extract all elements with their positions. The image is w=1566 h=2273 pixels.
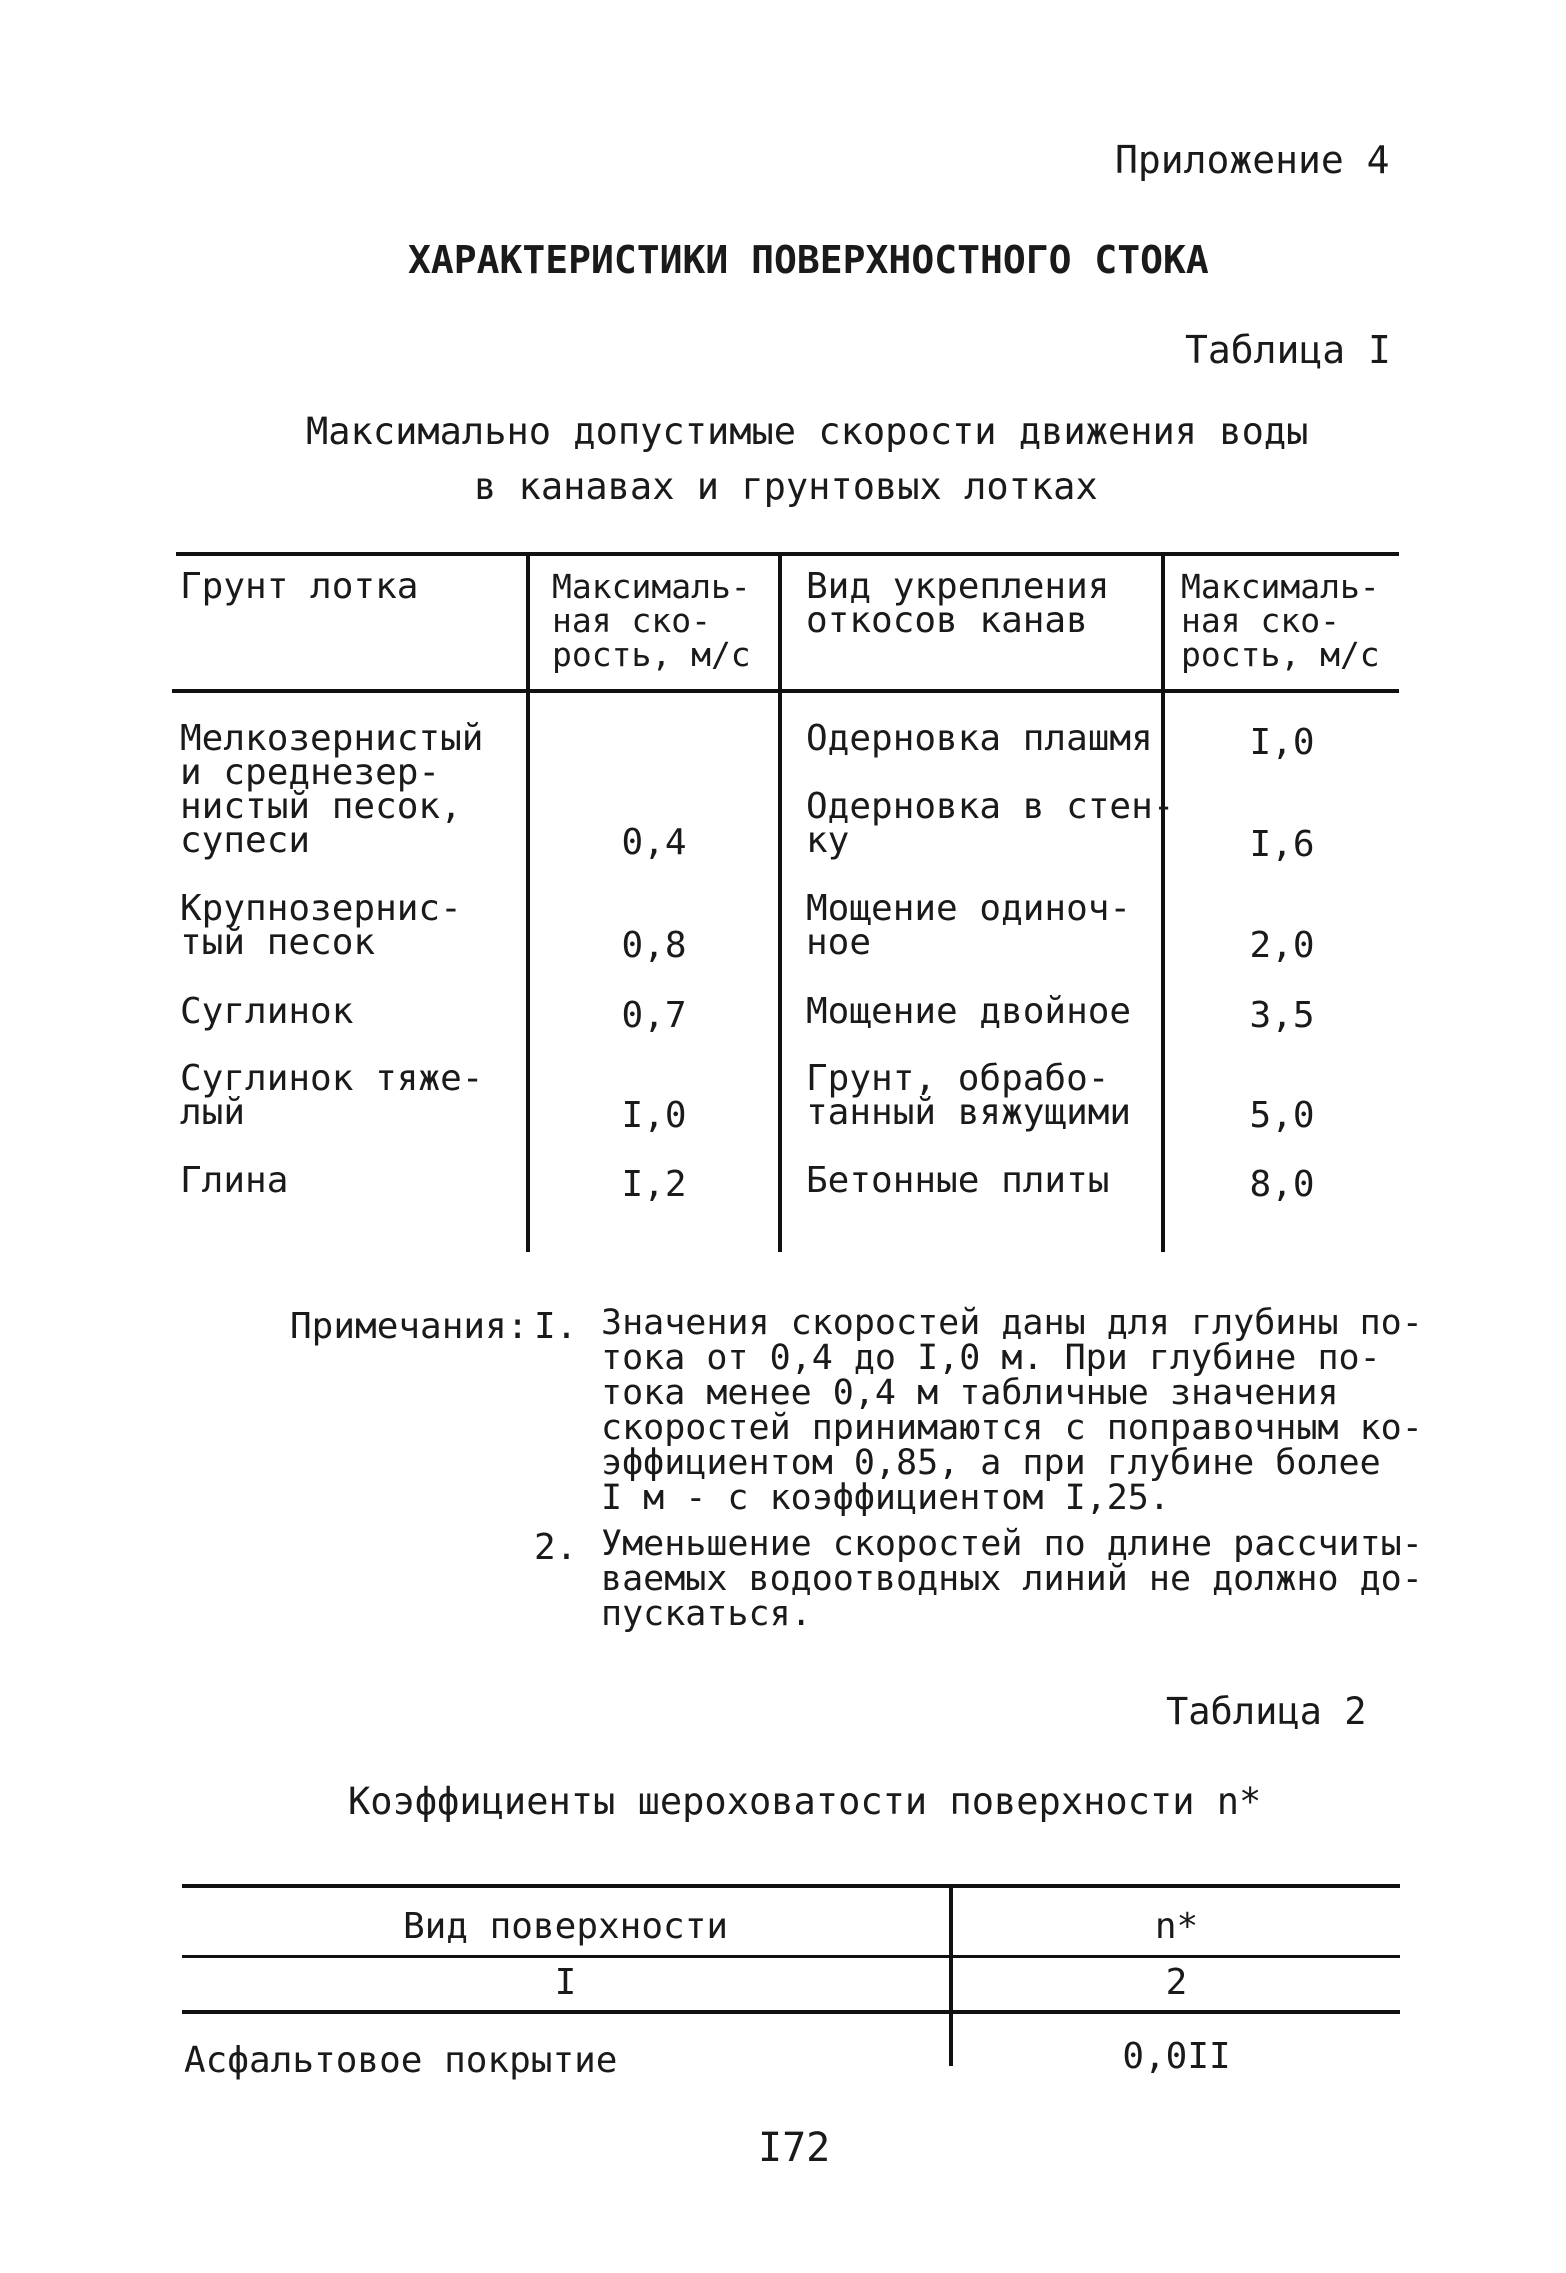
reinforcement-name: Грунт, обрабо- танный вяжущими [806,1058,1132,1133]
soil-speed: 0,4 [621,822,687,863]
table2-header-coefficient: n* [1154,1906,1199,1947]
soil-name: Суглинок тяже- лый [180,1058,484,1133]
reinforcement-name: Мощение двойное [806,991,1132,1032]
table1-header-reinforcement: Вид укрепления откосов канав [806,566,1110,641]
reinforcement-name: Одерновка плашмя [806,718,1153,759]
soil-name: Глина [180,1160,289,1201]
table2-label: Таблица 2 [1166,1690,1367,1733]
table2-caption: Коэффициенты шероховатости поверхности n* [348,1780,1262,1823]
table1-caption-line1: Максимально допустимые скорости движения воды [306,410,1309,453]
table1-col-divider-1 [526,556,530,1252]
table1-header-speed-reinforcement: Максималь- ная ско- рость, м/с [1181,567,1380,674]
table2-top-rule [182,1884,1400,1888]
table2-col-number: 2 [1165,1962,1188,2003]
reinforcement-name: Мощение одиноч- ное [806,888,1132,963]
reinforcement-speed: 8,0 [1249,1164,1315,1205]
table2-header-rule [182,1955,1400,1958]
page-title: ХАРАКТЕРИСТИКИ ПОВЕРХНОСТНОГО СТОКА [408,238,1209,282]
table1-header-rule [172,689,1399,693]
note-text: Уменьшение скоростей по длине рассчиты- ваемых водоотводных линий не должно до- пускаться. [601,1524,1423,1634]
page-number: I72 [758,2125,831,2171]
soil-speed: I,0 [621,1095,687,1136]
table1-label: Таблица I [1185,328,1391,372]
soil-speed: 0,7 [621,995,687,1036]
table2-header-surface: Вид поверхности [402,1906,729,1947]
reinforcement-speed: I,6 [1249,824,1315,865]
table2-col-number: I [554,1962,577,2003]
reinforcement-speed: 5,0 [1249,1095,1315,1136]
table1-top-rule [176,552,1399,556]
note-text: Значения скоростей даны для глубины по- тока от 0,4 до I,0 м. При глубине по- тока менее 0,4 м табличные значения скоростей принимаются с поправочным ко- эффициентом 0,85, а при глубине более I м - с коэффициентом I,25. [601,1303,1423,1518]
table2-row-surface: Асфальтовое покрытие [184,2040,618,2081]
soil-name: Суглинок [180,991,354,1032]
reinforcement-speed: 3,5 [1249,995,1315,1036]
notes-label: Примечания: [290,1306,529,1347]
soil-speed: 0,8 [621,925,687,966]
table1-header-soil: Грунт лотка [180,566,419,607]
reinforcement-name: Одерновка в стен- ку [806,786,1175,861]
reinforcement-speed: I,0 [1249,722,1315,763]
table1-col-divider-2 [778,556,782,1252]
note-number: 2. [534,1527,578,1568]
soil-speed: I,2 [621,1164,687,1205]
soil-name: Мелкозернистый и среднезер- нистый песок, супеси [180,718,484,861]
table1-caption-line2: в канавах и грунтовых лотках [474,465,1098,508]
table1-col-divider-3 [1161,556,1165,1252]
table2-row-value: 0,0II [1122,2036,1231,2077]
appendix-label: Приложение 4 [1115,138,1390,182]
reinforcement-name: Бетонные плиты [806,1160,1110,1201]
table2-number-rule [182,2010,1400,2014]
soil-name: Крупнозернис- тый песок [180,888,462,963]
reinforcement-speed: 2,0 [1249,925,1315,966]
table1-header-speed-soil: Максималь- ная ско- рость, м/с [552,567,751,674]
note-number: I. [534,1306,578,1347]
